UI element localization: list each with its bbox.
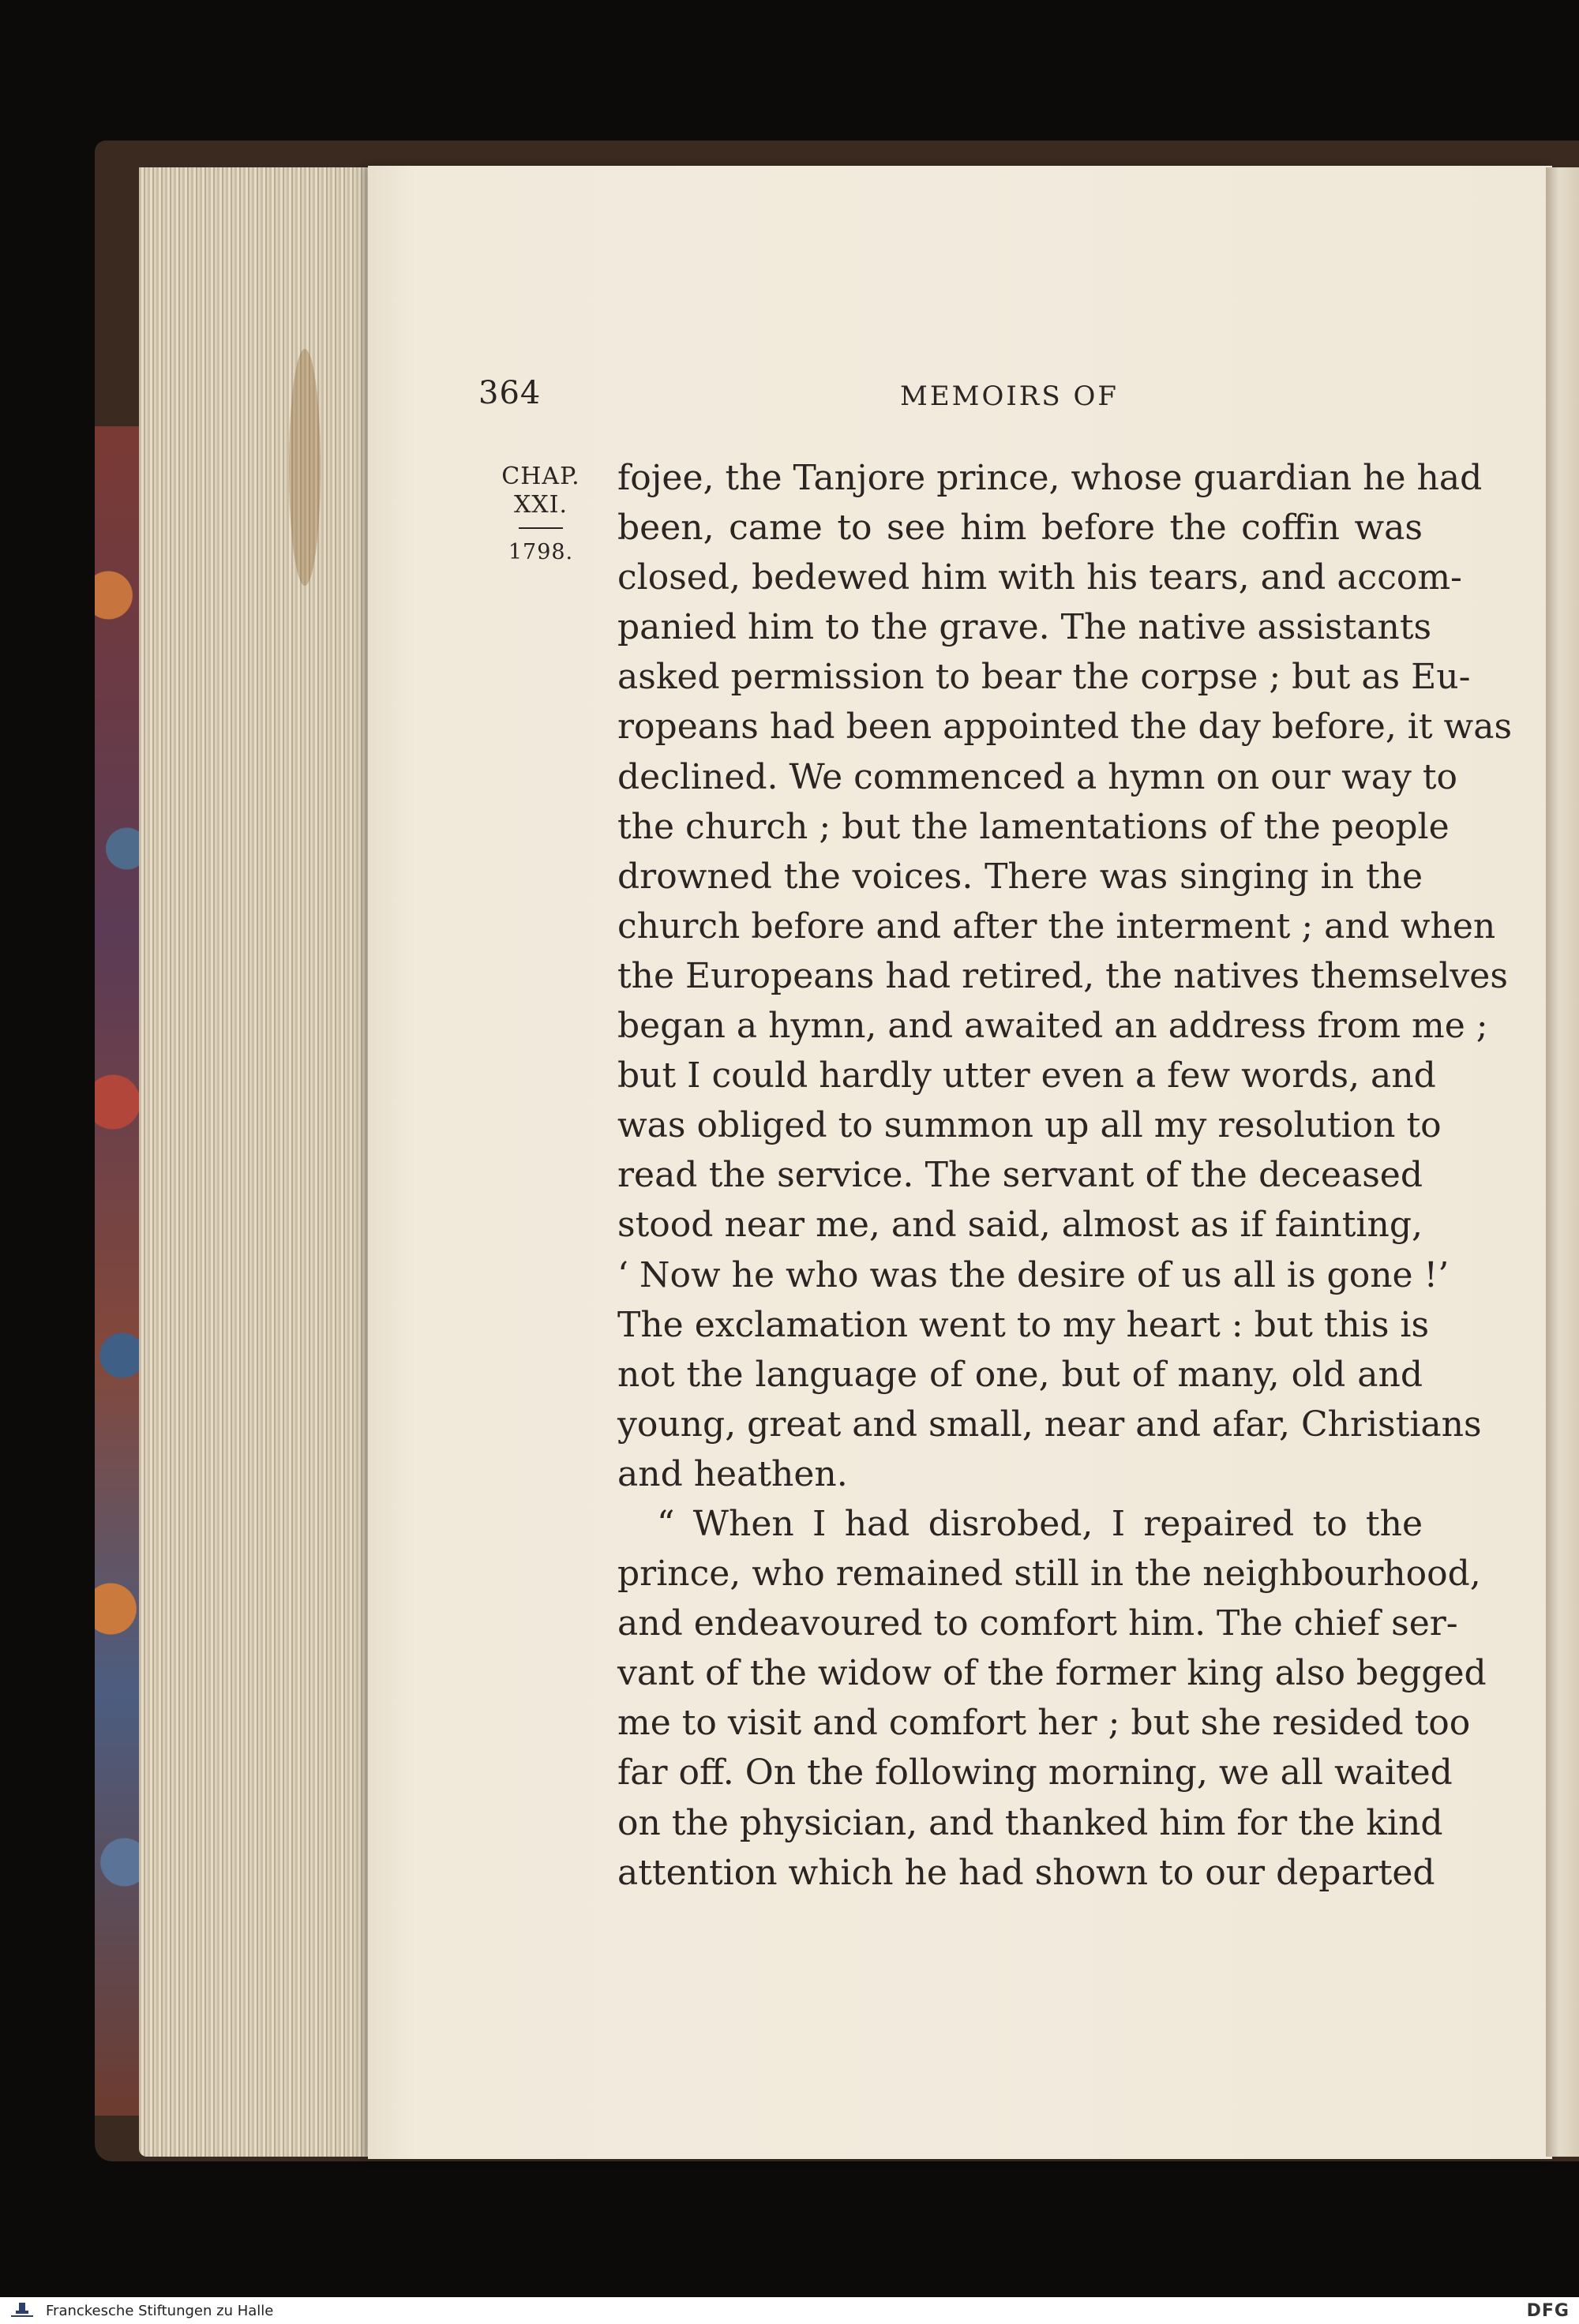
text-line: on the physician, and thanked him for the kind [617, 1802, 1443, 1843]
text-line: “ When I had disrobed, I repaired to the [657, 1503, 1423, 1544]
page-number: 364 [478, 375, 542, 411]
text-line: drowned the voices. There was singing in the [617, 856, 1423, 897]
text-line: church before and after the interment ; and when [617, 905, 1496, 946]
chapter-label: CHAP. [501, 463, 580, 490]
text-line: far off. On the following morning, we all waited [617, 1752, 1453, 1794]
text-line: the Europeans had retired, the natives themselves [617, 955, 1508, 996]
text-line: read the service. The servant of the deceased [617, 1155, 1423, 1196]
margin-rule [519, 527, 563, 529]
text-line: was obliged to summon up all my resolution to [617, 1105, 1442, 1146]
viewer-footer [0, 2297, 1579, 2324]
text-line: the church ; but the lamentations of the people [617, 806, 1450, 847]
text-line: attention which he had shown to our departed [617, 1852, 1435, 1893]
text-line: stood near me, and said, almost as if fainting, [617, 1205, 1423, 1246]
text-line: me to visit and comfort her ; but she resided too [617, 1703, 1471, 1744]
institution-logo-icon [8, 2301, 36, 2320]
text-line: and endeavoured to comfort him. The chief ser- [617, 1603, 1458, 1644]
text-line: not the language of one, but of many, old and [617, 1354, 1423, 1395]
text-line: ‘ Now he who was the desire of us all is gone !’ [617, 1254, 1450, 1295]
text-line: asked permission to bear the corpse ; but as Eu- [617, 657, 1471, 698]
text-line: young, great and small, near and afar, Christians [617, 1404, 1482, 1445]
text-line: vant of the widow of the former king also begged [617, 1653, 1487, 1694]
running-head: MEMOIRS OF [900, 380, 1119, 412]
text-line: declined. We commenced a hymn on our way to [617, 756, 1457, 797]
body-text [617, 453, 1513, 1898]
text-line: been, came to see him before the coffin was [617, 508, 1423, 549]
margin-year: 1798. [508, 540, 574, 564]
text-line: began a hymn, and awaited an address from me ; [617, 1006, 1488, 1047]
text-line: and heathen. [617, 1453, 848, 1494]
text-line: closed, bedewed him with his tears, and accom- [617, 557, 1462, 598]
text-line: prince, who remained still in the neighbourhood, [617, 1554, 1481, 1595]
dfg-badge: DFG [1526, 2301, 1570, 2321]
chapter-number: XXI. [513, 491, 568, 519]
margin-note [497, 463, 584, 567]
text-line: ropeans had been appointed the day before, it was [617, 707, 1513, 748]
text-line: fojee, the Tanjore prince, whose guardian he had [617, 458, 1483, 498]
text-line: The exclamation went to my heart : but this is [617, 1304, 1430, 1345]
text-line: panied him to the grave. The native assistants [617, 607, 1432, 648]
footer-institution: Franckesche Stiftungen zu Halle [46, 2303, 274, 2319]
text-line: but I could hardly utter even a few words, and [617, 1055, 1436, 1096]
